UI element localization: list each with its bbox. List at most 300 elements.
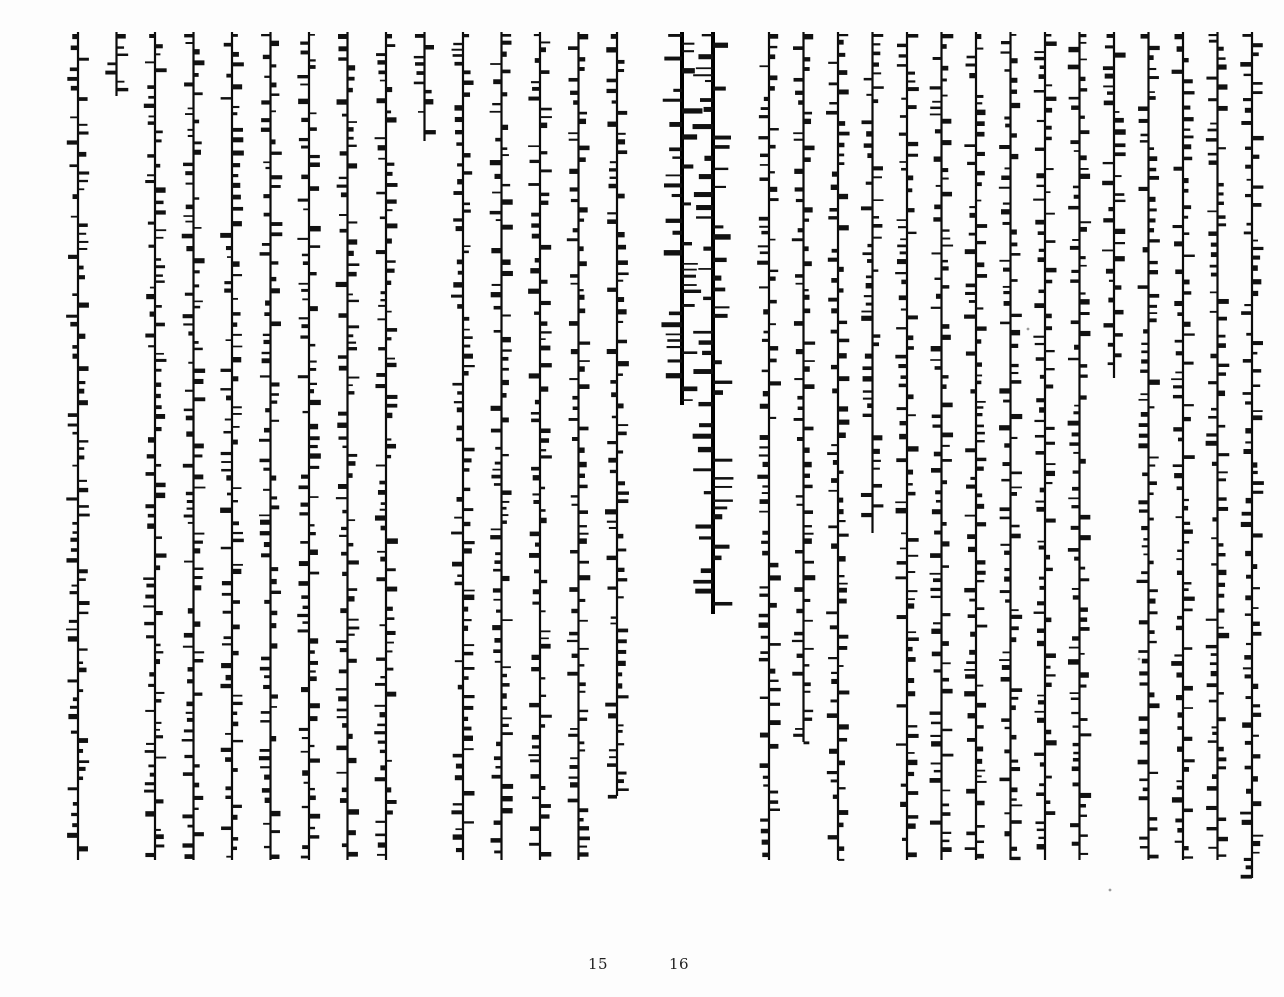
right-page-column-13-glyph	[1175, 34, 1183, 39]
left-page-column-12-glyph	[491, 429, 502, 433]
right-page-column-12-glyph	[1139, 187, 1149, 191]
left-page-column-15-glyph	[607, 763, 617, 767]
right-page-column-8-glyph	[1001, 209, 1010, 214]
left-page-column-14-glyph	[579, 474, 585, 478]
left-page-column-1-glyph	[73, 802, 78, 806]
left-page-column-13-glyph	[532, 745, 540, 748]
right-page-column-2-glyph	[792, 238, 804, 241]
left-page-column-4-glyph	[188, 331, 193, 335]
right-page-column-2-glyph	[804, 146, 815, 151]
right-page-column-14-glyph	[1210, 354, 1217, 359]
right-page-title-column-2-glyph	[698, 54, 713, 59]
left-page-column-3-glyph	[147, 85, 155, 89]
left-page-column-1-glyph	[70, 116, 78, 118]
right-page-column-9-glyph	[1045, 108, 1052, 113]
right-page-column-9-glyph	[1045, 126, 1052, 130]
right-page-column-11-glyph	[1114, 193, 1124, 196]
right-page-column-6-glyph	[942, 522, 947, 526]
left-page-column-4-glyph	[194, 348, 203, 351]
left-page-column-11-glyph	[453, 54, 463, 57]
right-page-column-8-glyph	[1003, 202, 1011, 204]
left-page-column-3-glyph	[148, 437, 155, 442]
left-page-column-6-glyph	[259, 439, 271, 442]
left-page-column-6-glyph	[264, 775, 270, 780]
right-page-column-15-glyph	[1244, 858, 1252, 861]
left-page-column-12-glyph	[502, 314, 511, 316]
right-page-column-13-glyph	[1174, 654, 1183, 656]
left-page-column-13-glyph	[533, 475, 540, 480]
left-page-column-11-glyph	[463, 371, 469, 376]
left-page-column-5-glyph	[232, 740, 243, 742]
right-page-column-11-glyph	[1114, 53, 1126, 58]
right-page-title-column-2-glyph	[699, 423, 713, 427]
right-page-column-7-glyph	[976, 571, 986, 575]
left-page-column-13-glyph	[532, 735, 540, 740]
left-page-column-5-glyph	[232, 261, 240, 266]
right-page-column-2-glyph	[804, 261, 812, 266]
left-page-column-1-glyph	[78, 767, 86, 771]
left-page-column-6-glyph	[271, 232, 283, 236]
right-page-column-7-glyph	[976, 725, 984, 729]
left-page-column-13-glyph	[540, 449, 546, 451]
right-page-column-13-glyph	[1183, 178, 1189, 183]
left-page-column-5-glyph	[232, 34, 238, 37]
right-page-title-column-2-glyph	[693, 468, 713, 471]
left-page-column-13-glyph	[529, 553, 540, 558]
left-page-column-13-glyph	[540, 363, 552, 367]
right-page-column-10-glyph	[1072, 487, 1079, 491]
left-page-column-5-glyph	[226, 675, 232, 680]
left-page-column-6-glyph	[263, 161, 270, 163]
right-page-column-9-glyph	[1039, 783, 1045, 786]
right-page-column-7-glyph	[976, 224, 987, 228]
left-page-column-5-glyph	[221, 369, 232, 372]
right-page-column-12-glyph	[1143, 538, 1148, 540]
left-page-column-4-glyph	[194, 150, 202, 155]
left-page-column-11-glyph	[454, 517, 463, 519]
left-page-column-12-glyph	[502, 337, 511, 342]
right-page-column-8-glyph	[1011, 242, 1018, 246]
right-page-column-2-glyph	[804, 620, 813, 622]
left-page-column-3-glyph	[155, 274, 163, 276]
right-page-column-14-glyph	[1206, 433, 1217, 436]
right-page-column-14-glyph	[1218, 192, 1224, 195]
right-page-column-1-glyph	[759, 65, 769, 67]
right-page-column-10-glyph	[1068, 421, 1080, 426]
left-page-column-7-glyph	[309, 424, 318, 429]
left-page-column-6-glyph	[260, 252, 271, 255]
left-page-column-8-glyph	[338, 484, 348, 489]
right-page-column-7-glyph	[969, 213, 976, 218]
right-page-column-12-glyph	[1138, 285, 1149, 289]
right-page-column-7-glyph	[966, 832, 976, 836]
right-page-column-13-glyph	[1175, 340, 1183, 343]
left-page-column-5-glyph	[232, 106, 239, 108]
left-page-column-11-glyph	[463, 448, 475, 452]
right-page-title-column-1-glyph	[682, 351, 697, 354]
right-page-column-14-glyph	[1218, 299, 1229, 304]
right-page-column-9-glyph	[1037, 695, 1045, 697]
right-page-column-5-glyph	[907, 815, 918, 819]
left-page-column-9-glyph	[380, 750, 386, 753]
right-page-column-1-glyph	[769, 300, 777, 304]
right-page-column-12-glyph	[1139, 837, 1148, 840]
left-page-column-3-glyph	[155, 644, 161, 647]
right-page-column-7-glyph	[976, 467, 984, 471]
right-page-column-7-glyph	[968, 713, 976, 718]
right-page-column-2-glyph	[804, 682, 811, 686]
left-page-column-4-glyph	[194, 306, 201, 309]
left-page-column-9-glyph	[375, 384, 386, 388]
left-page-column-9-glyph	[386, 337, 391, 340]
right-page-column-8-glyph	[1003, 400, 1010, 403]
left-page-column-1-glyph	[78, 275, 85, 279]
left-page-column-7-glyph	[309, 155, 320, 158]
left-page-column-11-glyph	[463, 652, 473, 656]
left-page-column-9-glyph	[375, 777, 386, 781]
left-page-column-8-glyph	[348, 634, 355, 636]
right-page-column-9-glyph	[1045, 213, 1055, 215]
left-page-column-10-glyph	[415, 34, 425, 38]
left-page-column-1-glyph	[70, 322, 78, 327]
right-page-column-8-glyph	[999, 260, 1010, 262]
right-page-column-15-glyph	[1252, 607, 1259, 609]
right-page-column-12-glyph	[1139, 434, 1149, 438]
left-page-column-4-glyph	[184, 561, 193, 563]
left-page-column-5-glyph	[232, 702, 243, 705]
left-page-column-5-glyph	[226, 475, 232, 480]
left-page-column-3-glyph	[145, 782, 155, 785]
right-page-column-3-glyph	[833, 460, 838, 465]
left-page-column-5-glyph	[232, 163, 240, 167]
left-page-column-3-glyph	[145, 710, 155, 712]
right-page-column-1-glyph	[758, 136, 769, 139]
right-page-column-10-glyph	[1080, 375, 1088, 378]
right-page-column-14-glyph	[1218, 692, 1224, 695]
right-page-column-6-glyph	[932, 252, 942, 254]
left-page-column-12	[490, 32, 514, 860]
left-page-column-3-glyph	[155, 611, 163, 615]
left-page-column-3-glyph	[155, 483, 166, 487]
right-page-column-15-glyph	[1240, 812, 1252, 815]
left-page-column-2-glyph	[117, 81, 125, 83]
left-page-column-4-glyph	[188, 362, 193, 364]
left-page-column-8-glyph	[339, 535, 347, 537]
left-page-column-14-glyph	[569, 587, 578, 592]
right-page-column-1-glyph	[769, 688, 781, 691]
right-page-column-14-glyph	[1209, 700, 1218, 703]
right-page-column-7-glyph	[976, 362, 982, 366]
right-page-column-6-glyph	[942, 847, 952, 852]
left-page-column-4-glyph	[194, 197, 200, 199]
left-page-column-5-glyph	[222, 593, 232, 596]
left-page-column-9-glyph	[376, 465, 386, 467]
left-page-column-5-glyph	[232, 357, 241, 362]
left-page-column-15-glyph	[608, 586, 617, 589]
right-page-column-14-glyph	[1218, 609, 1225, 613]
right-page-column-12-glyph	[1149, 561, 1154, 565]
left-page-column-9-glyph	[381, 291, 386, 294]
right-page-column-14-glyph	[1211, 563, 1217, 565]
right-page-column-5-glyph	[901, 168, 907, 171]
left-page-column-1-glyph	[69, 620, 78, 623]
right-page-column-10-glyph	[1070, 246, 1080, 250]
left-page-column-5-glyph	[232, 815, 238, 820]
left-page-column-7-glyph	[301, 503, 309, 507]
left-page-column-6-glyph	[271, 321, 281, 326]
left-page-column-8-glyph	[341, 552, 347, 556]
right-page-column-14-glyph	[1206, 619, 1218, 621]
left-page-column-7-glyph	[301, 289, 309, 292]
right-page-column-1-glyph	[758, 245, 769, 247]
left-page-column-12-glyph	[493, 588, 502, 592]
right-page-column-10-glyph	[1080, 88, 1088, 91]
left-page-column-5-glyph	[232, 487, 241, 489]
left-page-column-7-glyph	[298, 629, 309, 632]
right-page-column-9-glyph	[1045, 519, 1056, 523]
left-page-column-7-glyph	[297, 238, 309, 240]
left-page-column-9-glyph	[375, 515, 386, 520]
right-page-column-14-glyph	[1210, 291, 1218, 293]
left-page-column-8-glyph	[348, 809, 360, 814]
left-page-column-10-glyph	[425, 99, 434, 104]
right-page-column-6-glyph	[942, 613, 951, 616]
left-page-column-1-glyph	[78, 400, 88, 405]
right-page-column-4-glyph	[861, 513, 872, 517]
right-page-column-9-glyph	[1045, 482, 1052, 484]
left-page-column-4-glyph	[182, 814, 193, 818]
right-page-column-8-glyph	[1004, 116, 1010, 119]
right-page-column-9-glyph	[1035, 711, 1045, 713]
right-page-column-4-glyph	[863, 390, 873, 392]
right-page-column-8-glyph	[1011, 705, 1016, 710]
right-page-column-9	[1033, 32, 1057, 860]
scan-speck	[1138, 658, 1141, 661]
left-page-column-5-glyph	[232, 52, 239, 57]
right-page-column-5-glyph	[900, 421, 907, 425]
right-page-column-2-glyph	[798, 228, 804, 232]
right-page-column-1-glyph	[769, 86, 775, 91]
left-page-column-7-glyph	[300, 84, 309, 86]
left-page-column-12-glyph	[502, 357, 509, 361]
right-page-column-10-glyph	[1080, 364, 1088, 368]
right-page-column-1-glyph	[757, 261, 769, 265]
right-page-column-15-glyph	[1245, 108, 1252, 113]
right-page-column-5-glyph	[899, 133, 907, 136]
left-page-column-15-glyph	[617, 661, 626, 666]
right-page-column-12-glyph	[1141, 350, 1148, 353]
left-page-column-3-glyph	[147, 174, 155, 176]
right-page-column-6-glyph	[933, 217, 941, 221]
right-page-column-9-glyph	[1045, 41, 1057, 45]
right-page-column-15-glyph	[1245, 613, 1252, 615]
right-page-column-5-glyph	[896, 327, 907, 329]
left-page-column-8-glyph	[339, 366, 348, 371]
left-page-column-11-glyph	[463, 522, 470, 526]
right-page-column-8-glyph	[1001, 479, 1010, 482]
right-page-column-13-glyph	[1183, 216, 1188, 219]
right-page-title-column-2-glyph	[704, 156, 713, 161]
right-page-title-column-1-glyph	[682, 275, 696, 278]
left-page-column-5-glyph	[224, 636, 232, 639]
right-page-column-12-glyph	[1143, 329, 1148, 333]
right-page-column-6-glyph	[942, 79, 947, 82]
right-page-column-12-glyph	[1149, 817, 1158, 820]
left-page-column-3-glyph	[155, 210, 166, 214]
right-page-column-9-glyph	[1045, 740, 1057, 745]
left-page-column-11-glyph	[463, 619, 472, 621]
right-page-column-2-glyph	[804, 427, 814, 431]
right-page-column-13-glyph	[1176, 558, 1183, 560]
right-page-column-8-glyph	[1011, 90, 1018, 94]
right-page-column-5-glyph	[907, 657, 916, 662]
left-page-column-3-glyph	[147, 154, 155, 157]
right-page-column-1-glyph	[759, 511, 769, 513]
left-page-column-15-glyph	[612, 416, 617, 419]
right-page-column-7-glyph	[976, 625, 987, 628]
left-page-column-5-glyph	[232, 406, 242, 408]
left-page-column-8-glyph	[340, 798, 348, 803]
left-page-column-3-glyph	[155, 799, 163, 803]
left-page-column-10-glyph	[414, 56, 425, 58]
left-page-column-7-glyph	[309, 186, 319, 191]
right-page-column-4-glyph	[866, 182, 873, 185]
right-page-column-1-glyph	[769, 323, 776, 325]
right-page-column-10-glyph	[1074, 345, 1079, 350]
left-page-column-3-glyph	[155, 394, 161, 398]
left-page-column-12-glyph	[502, 271, 513, 276]
left-page-column-4-glyph	[186, 431, 193, 436]
right-page-column-15-glyph	[1252, 247, 1263, 250]
right-page-column-15-glyph	[1252, 462, 1257, 467]
right-page-column-5-glyph	[897, 44, 907, 47]
right-page-column-6-glyph	[942, 729, 953, 731]
right-page-column-9-glyph	[1033, 199, 1045, 201]
left-page-column-12-glyph	[492, 625, 501, 630]
left-page-column-3-glyph	[148, 222, 155, 225]
left-page-column-12-glyph	[492, 103, 501, 105]
left-page-column-12-glyph	[502, 380, 509, 385]
left-page-column-15-glyph	[607, 349, 617, 354]
left-page-column-4-glyph	[194, 487, 206, 489]
left-page-column-12-glyph	[502, 147, 508, 150]
left-page-column-9-glyph	[386, 44, 395, 47]
left-page-column-7-glyph	[309, 524, 315, 526]
right-page-column-2-glyph	[804, 485, 813, 489]
right-page-column-5-glyph	[907, 725, 917, 727]
left-page-column-5-glyph	[232, 84, 242, 89]
right-page-column-3-glyph	[838, 520, 846, 522]
right-page-column-11-glyph	[1108, 207, 1114, 211]
right-page-column-9-glyph	[1034, 420, 1045, 422]
right-page-title-column-2-glyph	[713, 288, 725, 292]
left-page-column-14-glyph	[579, 648, 589, 650]
right-page-column-12-glyph	[1139, 796, 1149, 800]
left-page-column-2-glyph	[117, 88, 129, 91]
left-page-column-15-glyph	[617, 672, 622, 676]
right-page-column-11-glyph	[1107, 91, 1114, 94]
left-page-column-14-glyph	[579, 119, 587, 124]
right-page-column-4-glyph	[873, 199, 884, 201]
left-page-column-5-glyph	[232, 500, 238, 502]
right-page-column-14-glyph	[1218, 633, 1230, 638]
right-page-column-12-glyph	[1149, 827, 1158, 830]
right-page-column-1-glyph	[760, 251, 769, 254]
right-page-column-7-glyph	[969, 650, 976, 655]
left-page-column-5-glyph	[223, 611, 232, 614]
left-page-column-3-glyph	[155, 699, 161, 702]
left-page-column-7-glyph	[302, 845, 309, 849]
left-page-column-2-glyph	[117, 46, 125, 48]
right-page-column-5-glyph	[899, 54, 907, 57]
left-page-column-6-glyph	[271, 277, 277, 281]
right-page-column-1-glyph	[769, 563, 778, 568]
right-page-column-6-glyph	[942, 433, 954, 438]
right-page-column-5-glyph	[899, 295, 907, 300]
left-page-column-5-glyph	[221, 452, 232, 455]
left-page-column-7-glyph	[303, 606, 309, 609]
left-page-number: 15	[588, 955, 609, 973]
left-page-column-5-glyph	[232, 837, 238, 841]
left-page-column-6-glyph	[265, 798, 271, 803]
left-page-column-11-glyph	[458, 685, 463, 690]
right-page-column-12-glyph	[1140, 370, 1148, 373]
right-page-column-6-glyph	[942, 641, 949, 646]
right-page-column-12-glyph	[1140, 729, 1149, 734]
right-page-column-15-glyph	[1252, 384, 1260, 387]
left-page-column-8-glyph	[342, 723, 347, 728]
right-page-column-15-glyph	[1252, 852, 1260, 854]
right-page-column-5-glyph	[907, 492, 915, 496]
right-page-column-6-glyph	[942, 689, 953, 694]
left-page-column-3-glyph	[149, 245, 155, 248]
right-page	[642, 0, 1284, 997]
right-page-column-6-glyph	[942, 480, 948, 484]
right-page-column-14-glyph	[1218, 717, 1226, 721]
right-page-column-9-glyph	[1045, 427, 1055, 430]
left-page-column-1-glyph	[68, 636, 78, 641]
left-page-column-9-glyph	[380, 509, 386, 511]
right-page-column-6-glyph	[930, 588, 941, 591]
right-page-column-14-glyph	[1208, 416, 1217, 419]
right-page-column-5-glyph	[907, 72, 915, 75]
right-page-column-10-glyph	[1080, 815, 1087, 817]
right-page-column-1-glyph	[763, 462, 769, 467]
right-page-column-14-glyph	[1211, 408, 1217, 411]
left-page-column-15-glyph	[610, 623, 617, 625]
right-page-column-5-glyph	[897, 64, 907, 67]
left-page-column-13-glyph	[530, 268, 540, 273]
left-page-column-14-glyph	[579, 561, 589, 564]
left-page-column-4	[182, 32, 206, 860]
left-page-column-9-glyph	[386, 538, 398, 543]
right-page-column-7-glyph	[966, 661, 976, 664]
right-page-column-3-glyph	[838, 787, 846, 789]
right-page-column-5-glyph	[897, 245, 907, 248]
left-page-column-9-glyph	[378, 70, 386, 74]
left-page-column-5-glyph	[232, 376, 238, 381]
right-page-column-2-glyph	[795, 728, 803, 730]
left-page-column-8-glyph	[348, 145, 357, 147]
left-page-column-6-glyph	[271, 152, 282, 155]
left-page-column-6-glyph	[263, 685, 270, 689]
left-page-column-13-glyph	[540, 169, 552, 172]
left-page-column-1-glyph	[78, 303, 89, 308]
right-page-column-10-glyph	[1074, 150, 1080, 152]
right-page-column-2-glyph	[804, 360, 815, 362]
right-page-column-5	[895, 32, 919, 860]
left-page-column-7-glyph	[309, 383, 317, 385]
